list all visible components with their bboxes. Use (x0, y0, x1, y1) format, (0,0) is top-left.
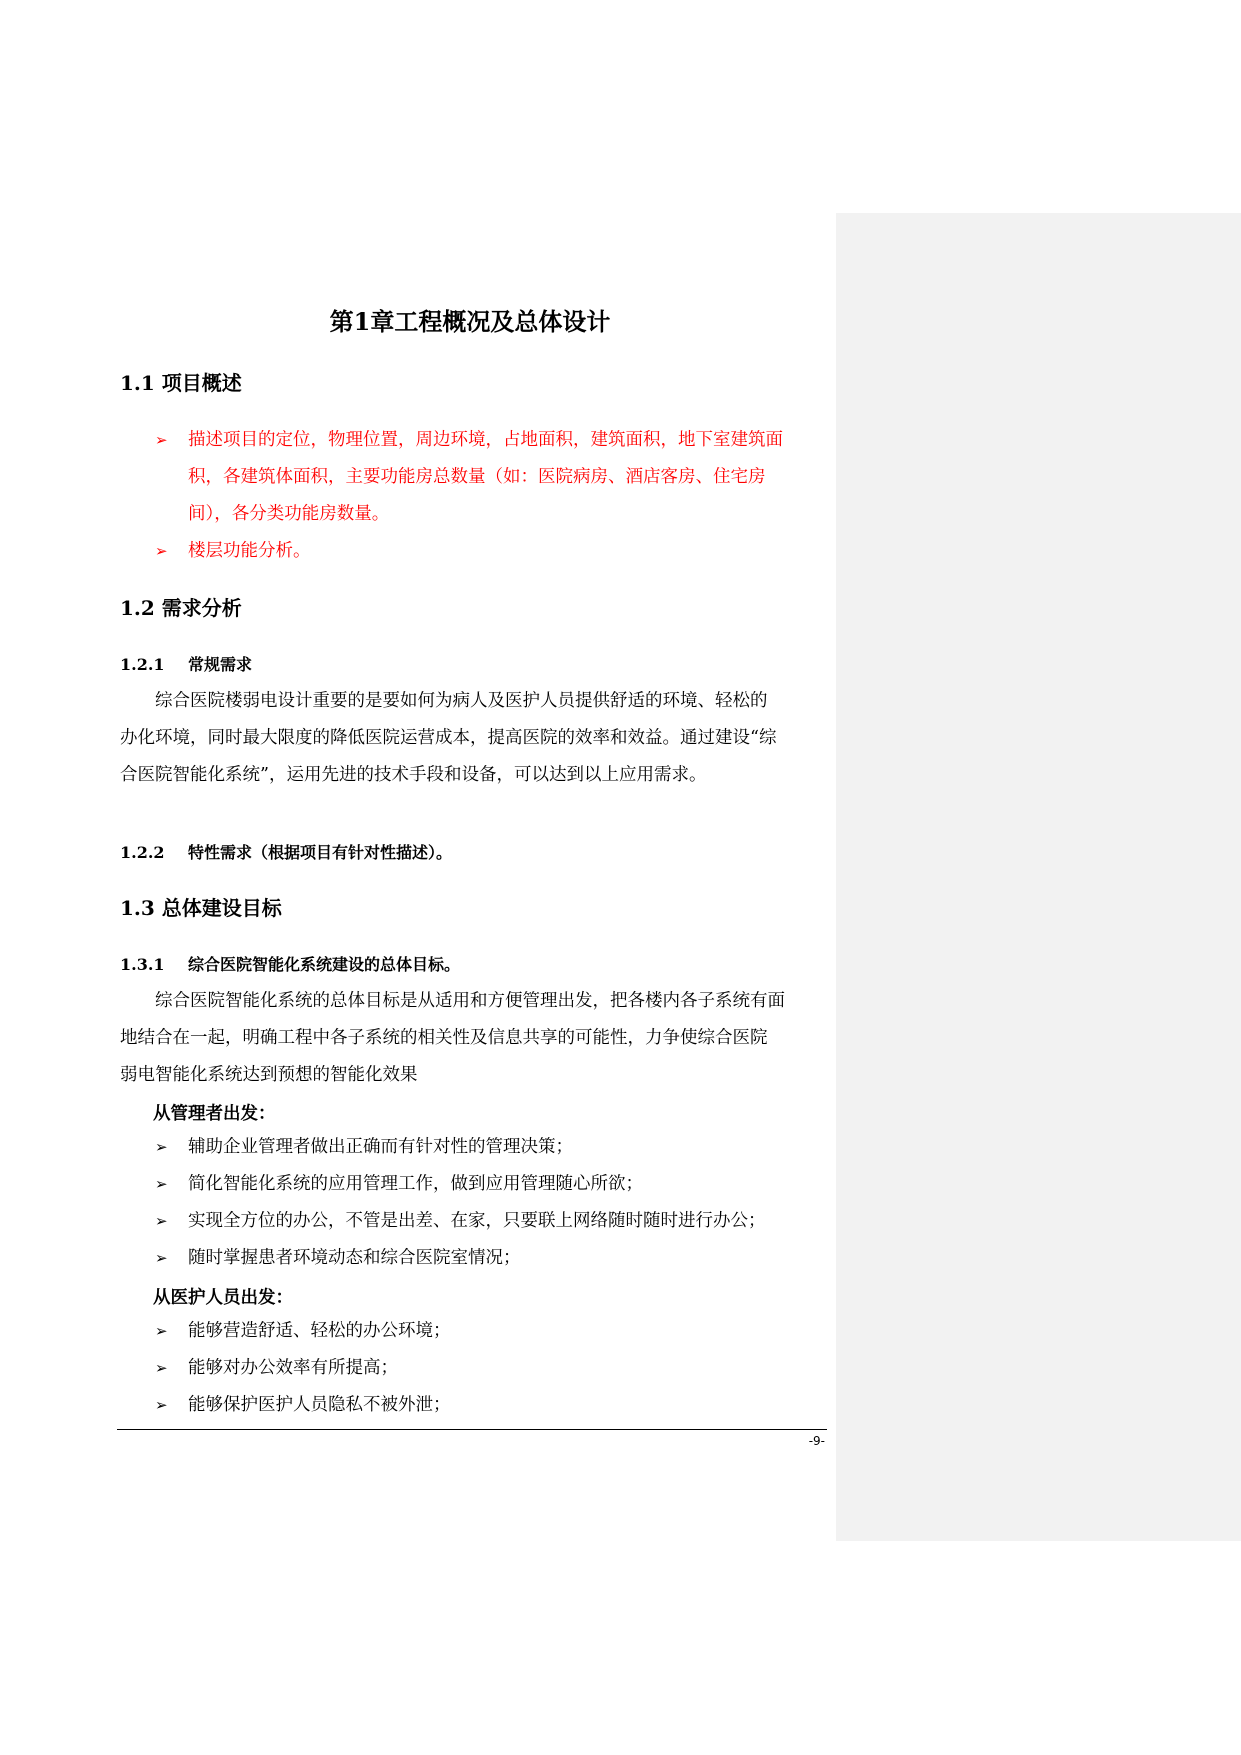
list-item: ➢ 描述项目的定位，物理位置，周边环境，占地面积，建筑面积，地下室建筑面 积，各建筑体面积，主要功能房总数量（如：医院病房、酒店客房、住宅房 间），各分类功能房数量。 (155, 422, 835, 533)
list-item: ➢ 实现全方位的办公，不管是出差、在家，只要联上网络随时随时进行办公； (155, 1203, 835, 1240)
section-1-3-1-heading: 1.3.1 综合医院智能化系统建设的总体目标。 (120, 955, 461, 974)
footer-divider (117, 1429, 827, 1430)
section-1-3-heading: 1.3 总体建设目标 (120, 896, 282, 920)
arrow-bullet-icon: ➢ (155, 1359, 168, 1377)
list-item: ➢ 随时掌握患者环境动态和综合医院室情况； (155, 1240, 835, 1277)
list-item: ➢ 能够对办公效率有所提高； (155, 1350, 835, 1387)
section-1-3-1-paragraph: 综合医院智能化系统的总体目标是从适用和方便管理出发，把各楼内各子系统有面 地结合在一起，明确工程中各子系统的相关性及信息共享的可能性，力争使综合医院 弱电智能化系统达到预想的智能化效果 (120, 991, 785, 1085)
arrow-bullet-icon: ➢ (155, 1138, 168, 1156)
section-1-1-bullets (155, 422, 835, 570)
staff-subtitle: 从医护人员出发： (153, 1288, 293, 1308)
list-item: ➢ 辅助企业管理者做出正确而有针对性的管理决策； (155, 1129, 835, 1166)
chapter-title: 第1章工程概况及总体设计 (329, 307, 611, 336)
managers-list (155, 1129, 835, 1277)
arrow-bullet-icon: ➢ (155, 1249, 168, 1267)
list-item: ➢ 能够营造舒适、轻松的办公环境； (155, 1313, 835, 1350)
list-item: ➢ 简化智能化系统的应用管理工作，做到应用管理随心所欲； (155, 1166, 835, 1203)
comment-pane (836, 213, 1241, 1541)
arrow-bullet-icon: ➢ (155, 1175, 168, 1193)
list-item: ➢ 能够保护医护人员隐私不被外泄； (155, 1387, 835, 1424)
page-number: -9- (808, 1434, 825, 1448)
arrow-bullet-icon: ➢ (155, 1396, 168, 1414)
staff-list (155, 1313, 835, 1424)
section-1-2-2-heading: 1.2.2 特性需求（根据项目有针对性描述）。 (120, 843, 453, 862)
list-item: ➢ 楼层功能分析。 (155, 533, 835, 570)
arrow-bullet-icon: ➢ (155, 1212, 168, 1230)
arrow-bullet-icon: ➢ (155, 1322, 168, 1340)
arrow-bullet-icon: ➢ (155, 431, 168, 449)
section-1-2-1-heading: 1.2.1 常规需求 (120, 655, 253, 674)
arrow-bullet-icon: ➢ (155, 542, 168, 560)
section-1-1-heading: 1.1 项目概述 (120, 371, 242, 395)
managers-subtitle: 从管理者出发： (153, 1104, 276, 1124)
section-1-2-1-paragraph: 综合医院楼弱电设计重要的是要如何为病人及医护人员提供舒适的环境、轻松的 办化环境，同时最大限度的降低医院运营成本，提高医院的效率和效益。通过建设“综 合医院智能化系统”，运用先进的技术手段和设备，可以达到以上应用需求。 (120, 691, 777, 785)
section-1-2-heading: 1.2 需求分析 (120, 596, 242, 620)
